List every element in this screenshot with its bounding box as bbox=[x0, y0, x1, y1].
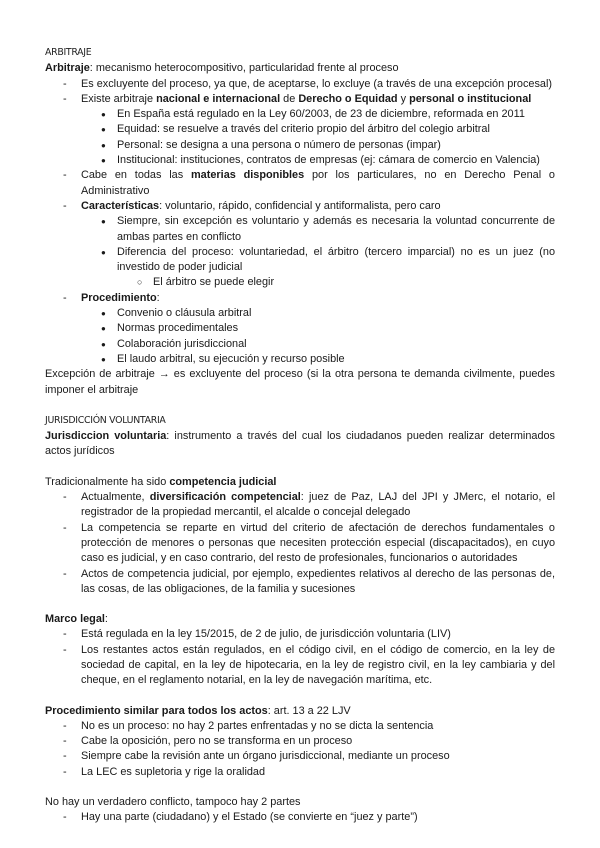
list-item: - La LEC es supletoria y rige la oralidad bbox=[45, 765, 555, 780]
text: : mecanismo heterocompositivo, particularidad frente al proceso bbox=[89, 62, 399, 75]
text: : bbox=[156, 291, 160, 304]
list-item: - Está regulada en la ley 15/2015, de 2 de julio, de jurisdicción voluntaria (LIV) bbox=[45, 627, 555, 642]
list-item: - Los restantes actos están regulados, en el código civil, en el código de comercio, en la ley de sociedad de capital, en la ley de hipotecaria, en la ley de registro civil, en la ley cambiaria y del cheque, en el reglamento notarial, en la ley de navegación marítima, etc. bbox=[45, 643, 555, 689]
text: por los particulares, no en Derecho Penal o Administrativo bbox=[81, 169, 555, 197]
section-heading-jurisdiccion: JURISDICCIÓN VOLUNTARIA bbox=[45, 414, 166, 426]
arbitraje-list-cont bbox=[45, 168, 555, 214]
list-item bbox=[45, 168, 555, 199]
list-item bbox=[45, 199, 555, 214]
definition-jurisdiccion bbox=[45, 429, 555, 460]
text: : juez de Paz, LAJ del JPI y JMerc, el notario, el registrador de la propiedad mercantil, el alcalde o concejal delegado bbox=[81, 491, 555, 519]
text: : voluntario, rápido, confidencial y antiformalista, pero caro bbox=[159, 199, 441, 212]
text: Tradicionalmente ha sido bbox=[45, 475, 170, 488]
term: Jurisdiccion voluntaria bbox=[45, 430, 167, 443]
bold-text: competencia judicial bbox=[169, 475, 277, 488]
bold-text: nacional e internacional bbox=[156, 92, 281, 105]
list-item: - Cabe la oposición, pero no se transforma en un proceso bbox=[45, 734, 555, 749]
list-item: - La competencia se reparte en virtud del criterio de afectación de derechos fundamentales o protección de menores o personas que necesiten protección especial (discapacitados), en cuyo caso es judicial, y en caso contrario, del resto de profesionales, funcionarios o autoridades bbox=[45, 521, 555, 567]
procedimiento-line bbox=[45, 704, 555, 719]
sub-list-item: ● Institucional: instituciones, contratos de empresas (ej: cámara de comercio en Valencia) bbox=[45, 153, 555, 168]
definition-arbitraje bbox=[45, 61, 555, 76]
text: : instrumento a través del cual los ciudadanos pueden realizar determinados actos jurídicos bbox=[45, 430, 555, 458]
sub-list bbox=[45, 107, 555, 168]
text: : art. 13 a 22 LJV bbox=[267, 704, 351, 717]
sub-list-item: ● En España está regulado en la Ley 60/2003, de 23 de diciembre, reformada en 2011 bbox=[45, 107, 555, 122]
bold-text: Derecho o Equidad bbox=[298, 92, 398, 105]
marco-list bbox=[45, 627, 555, 688]
bold-text: Marco legal bbox=[45, 613, 105, 626]
sub-list bbox=[45, 306, 555, 367]
arbitraje-list-cont2 bbox=[45, 291, 555, 306]
sub-list-item: ● Siempre, sin excepción es voluntario y además es necesaria la voluntad concurrente de ambas partes en conflicto bbox=[45, 214, 555, 245]
sub-list-item: ● Convenio o cláusula arbitral bbox=[45, 306, 555, 321]
bold-text: personal o institucional bbox=[409, 92, 532, 105]
sub-list-item: ● Equidad: se resuelve a través del criterio propio del árbitro del colegio arbitral bbox=[45, 122, 555, 137]
arbitraje-list bbox=[45, 77, 555, 108]
bold-text: Procedimiento bbox=[81, 291, 157, 304]
term: Arbitraje bbox=[45, 62, 90, 75]
bold-text: Procedimiento similar para todos los actos bbox=[45, 704, 268, 717]
text: Es excluyente del proceso, ya que, de aceptarse, lo excluye (a través de una excepción procesal) bbox=[81, 77, 552, 90]
list-item: - Siempre cabe la revisión ante un órgano jurisdiccional, mediante un proceso bbox=[45, 749, 555, 764]
list-item: - No es un proceso: no hay 2 partes enfrentadas y no se dicta la sentencia bbox=[45, 719, 555, 734]
list-item: - Hay una parte (ciudadano) y el Estado (se convierte en “juez y parte”) bbox=[45, 810, 555, 825]
sub-list-item: ● Diferencia del proceso: voluntariedad, el árbitro (tercero imparcial) no es un juez (no investido de poder judicial bbox=[45, 245, 555, 276]
sub-list-item: ● Normas procedimentales bbox=[45, 321, 555, 336]
list-item bbox=[45, 77, 555, 92]
procedimiento-list bbox=[45, 719, 555, 780]
sub-list-item: ● Personal: se designa a una persona o número de personas (impar) bbox=[45, 138, 555, 153]
list-item bbox=[45, 92, 555, 107]
conflicto-line: No hay un verdadero conflicto, tampoco hay 2 partes bbox=[45, 796, 301, 809]
tradicional-line bbox=[45, 475, 555, 490]
competencia-list bbox=[45, 490, 555, 597]
sub-list-item: ● El laudo arbitral, su ejecución y recurso posible bbox=[45, 352, 555, 367]
text: Cabe en todas las bbox=[81, 169, 191, 182]
text: y bbox=[397, 92, 410, 105]
marco-legal-line bbox=[45, 612, 555, 627]
sub-list-item: ● Colaboración jurisdiccional bbox=[45, 337, 555, 352]
text: : bbox=[104, 613, 108, 626]
closing-paragraph: Excepción de arbitraje → es excluyente del proceso (si la otra persona te demanda civilmente, puedes imponer el arbitraje bbox=[45, 368, 555, 396]
list-item: - Actos de competencia judicial, por ejemplo, expedientes relativos al derecho de las personas de, las cosas, de las obligaciones, de la familia y sucesiones bbox=[45, 567, 555, 598]
text: de bbox=[280, 92, 299, 105]
list-item bbox=[45, 291, 555, 306]
text: Existe arbitraje bbox=[81, 92, 157, 105]
bold-text: Características bbox=[81, 199, 160, 212]
sub-list bbox=[45, 214, 555, 275]
list-item bbox=[45, 490, 555, 521]
sub-sub-list bbox=[45, 275, 555, 290]
conflicto-list bbox=[45, 810, 555, 825]
bold-text: materias disponibles bbox=[191, 169, 305, 182]
section-heading-arbitraje: ARBITRAJE bbox=[45, 47, 92, 58]
text: Actualmente, bbox=[81, 491, 150, 504]
bold-text: diversificación competencial bbox=[149, 491, 301, 504]
sub-sub-list-item: ○ El árbitro se puede elegir bbox=[45, 275, 555, 290]
